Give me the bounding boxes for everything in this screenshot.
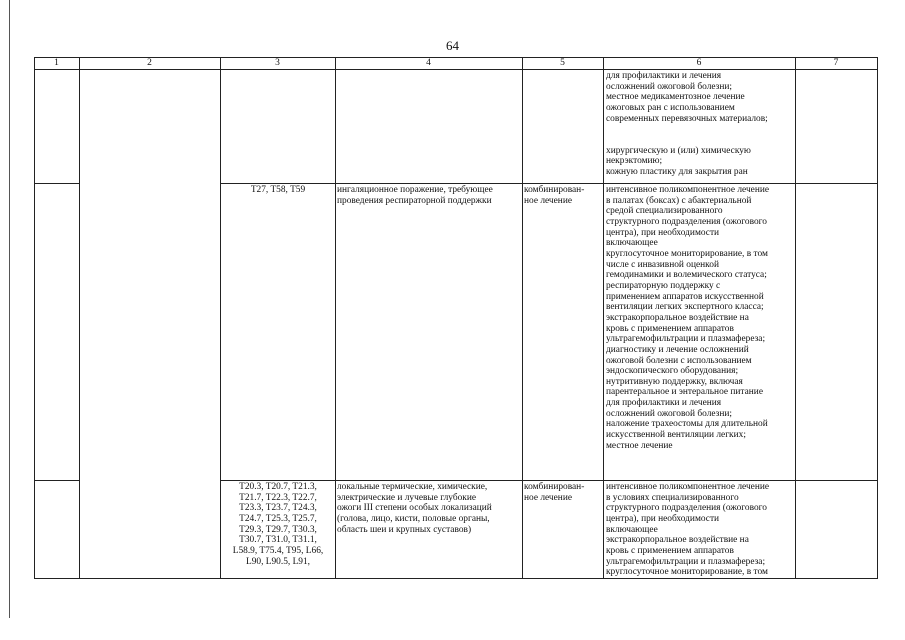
column-border (79, 57, 80, 579)
treatment-method-cell: интенсивное поликомпонентное лечение в условиях специализированного структурного подразделения (ожогового центра), при необходимости включающее экстракорпоральное воздействие на кровь с применением аппаратов ультрагемофильтрации и плазмафереза; круглосуточное мониторирование, в том (606, 482, 770, 578)
row-divider (34, 183, 79, 184)
column-header: 3 (275, 58, 280, 68)
column-header: 4 (426, 58, 431, 68)
page-number: 64 (446, 38, 459, 53)
condition-description-cell: локальные термические, химические, электрические и лучевые глубокие ожоги III степени особых локализаций (голова, лицо, кисти, половые органы, область шеи и крупных суставов) (337, 482, 492, 535)
column-header: 2 (147, 58, 152, 68)
row-divider (220, 183, 878, 184)
column-border (795, 57, 796, 579)
row-divider (220, 480, 878, 481)
column-header: 7 (833, 58, 839, 68)
column-header: 5 (560, 58, 565, 68)
column-border (34, 57, 35, 579)
column-border (522, 57, 523, 579)
column-border (877, 57, 878, 579)
treatment-method-cell: для профилактики и лечения осложнений ожоговой болезни; местное медикаментозное лечение ожоговых ран с использованием современных перевязочных материалов; хирургическую и (или) химическую некрэктомию; кожную пластику для закрытия ран (606, 71, 768, 177)
column-header: 1 (54, 58, 59, 68)
column-header: 6 (696, 58, 702, 68)
column-border (603, 57, 604, 579)
diagnosis-codes-cell: T20.3, T20.7, T21.3, T21.7, T22.3, T22.7, T23.3, T23.7, T24.3, T24.7, T25.3, T25.7, T29.3, T29.7, T30.3, T30.7, T31.0, T31.1, L58.9, T75.4, T95, L66, L90, L90.5, L91, (232, 482, 324, 567)
page-edge-rule (9, 0, 10, 618)
treatment-type-cell: комбинирован- ное лечение (524, 482, 585, 503)
diagnosis-codes-cell: T27, T58, T59 (250, 185, 306, 195)
row-divider (34, 480, 79, 481)
table-bottom-border (34, 578, 878, 579)
treatment-method-cell: интенсивное поликомпонентное лечение в палатах (боксах) с абактериальной средой специализированного структурного подразделения (ожогового центра), при необходимости включающее круглосуточное мониторирование, в том числе с инвазивной оценкой гемодинамики и волемического статуса; респираторную поддержку с применением аппаратов искусственной вентиляции легких экспертного класса; экстракорпоральное воздействие на кровь с применением аппаратов ультрагемофильтрации и плазмафереза; диагностику и лечение осложнений ожоговой болезни с использованием эндоскопического оборудования; нутритивную поддержку, включая парентеральное и энтеральное питание для профилактики и лечения осложнений ожоговой болезни; наложение трахеостомы для длительной искусственной вентиляции легких; местное лечение (606, 185, 770, 451)
condition-description-cell: ингаляционное поражение, требующее проведения респираторной поддержки (337, 185, 493, 206)
services-table (34, 57, 878, 579)
treatment-type-cell: комбинирован- ное лечение (524, 185, 585, 206)
column-border (335, 57, 336, 579)
header-bottom-border (34, 69, 878, 70)
